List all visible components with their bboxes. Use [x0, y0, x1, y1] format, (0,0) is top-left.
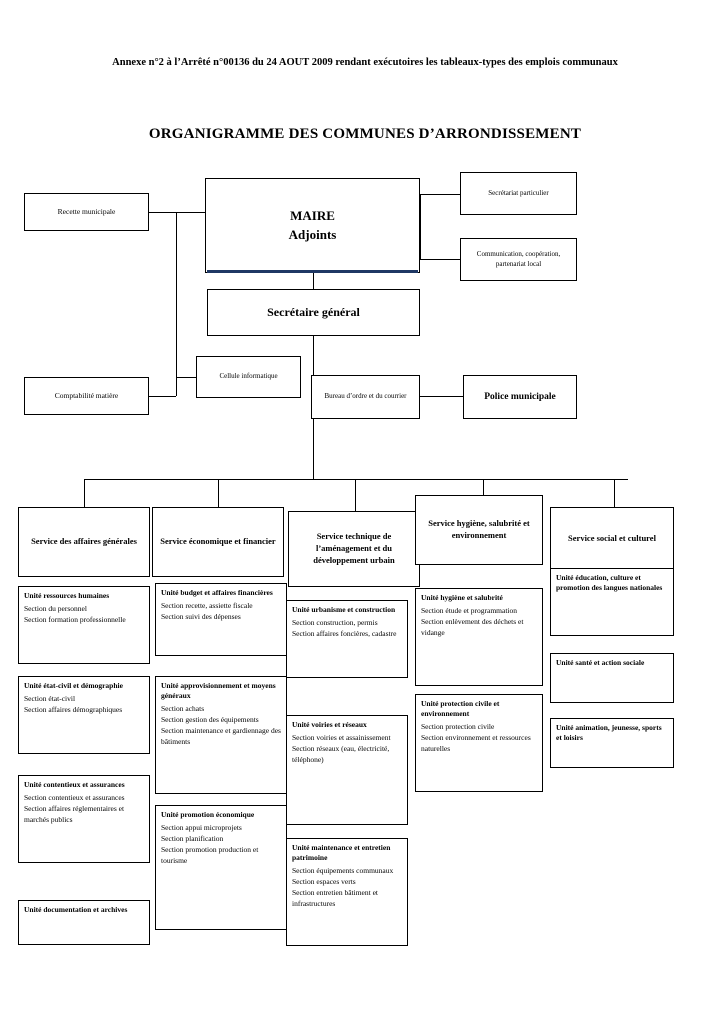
unit-box-urbanisme-construction: [286, 600, 408, 678]
connector-secretariat: [420, 194, 460, 195]
unit-line: Section construction, permis: [292, 618, 378, 628]
connector-recette: [149, 212, 205, 213]
box-secretaire-general: [207, 289, 420, 336]
connector-bureau-right: [420, 396, 421, 397]
unit-box-budget-affaires-financieres: [155, 583, 287, 656]
connector-trunk-down: [313, 419, 314, 479]
unit-line: Section maintenance et gardiennage des bâtiments: [161, 726, 281, 746]
unit-line: Section formation professionnelle: [24, 615, 126, 624]
connector-cellule: [176, 377, 196, 378]
unit-line: Section affaires réglementaires et marchés publics: [24, 804, 125, 824]
unit-line: Section appui microprojets: [161, 823, 242, 833]
unit-line: Section enlèvement des déchets et vidange: [421, 617, 524, 637]
service-box-economique-financier: [152, 507, 284, 577]
unit-line: Section réseaux (eau, électricité, téléphone): [292, 744, 390, 764]
unit-box-documentation-archives: [18, 900, 150, 945]
services-bus: [84, 479, 628, 480]
unit-box-voiries-reseaux: [286, 715, 408, 825]
recette-label: Recette municipale: [57, 206, 116, 216]
unit-line: Section planification: [161, 834, 224, 843]
unit-line: Section recette, assiette fiscale: [161, 601, 253, 611]
unit-line: Section du personnel: [24, 604, 87, 614]
drop-service-1: [84, 479, 85, 507]
unit-line: Section suivi des dépenses: [161, 612, 241, 621]
unit-line: Section étude et programmation: [421, 606, 518, 616]
drop-service-2: [218, 479, 219, 507]
page-title: ORGANIGRAMME DES COMMUNES D’ARRONDISSEMENT: [148, 126, 582, 142]
unit-line: Section équipements communaux: [292, 866, 394, 876]
unit-title: Unité hygiène et salubrité: [421, 593, 503, 602]
box-maire: [205, 178, 420, 273]
unit-title: Unité voiries et réseaux: [292, 720, 367, 729]
service-label: Service hygiène, salubrité et environnement: [428, 518, 530, 540]
unit-box-ressources-humaines: [18, 586, 150, 664]
connector-maire-right-vert: [420, 194, 421, 260]
unit-box-approvisionnement-moyens-generaux: [155, 676, 287, 794]
unit-title: Unité état-civil et démographie: [24, 681, 123, 690]
unit-line: Section promotion production et tourisme: [161, 844, 259, 865]
service-box-hygiene-salubrite: [415, 495, 543, 565]
unit-title: Unité éducation, culture et promotion des langues nationales: [556, 573, 663, 593]
drop-service-5: [614, 479, 615, 507]
comptabilite-label: Comptabilité matière: [54, 390, 119, 400]
unit-title: Unité ressources humaines: [24, 591, 110, 600]
unit-title: Unité contentieux et assurances: [24, 780, 125, 789]
unit-line: Section entretien bâtiment et infrastructures: [292, 888, 379, 908]
unit-box-maintenance-entretien-patrimoine: [286, 838, 408, 946]
unit-title: Unité santé et action sociale: [556, 658, 645, 667]
unit-title: Unité animation, jeunesse, sports et loisirs: [556, 723, 662, 743]
unit-title: Unité promotion économique: [161, 810, 255, 819]
annex-header: Annexe n°2 à l’Arrêté n°00136 du 24 AOUT 2009 rendant exécutoires les tableaux-types des emplois communaux: [112, 57, 618, 68]
unit-title: Unité approvisionnement et moyens généraux: [161, 681, 276, 701]
box-recette-municipale: [24, 193, 149, 231]
unit-box-sante-action-sociale: [550, 653, 674, 703]
unit-line: Section gestion des équipements: [161, 715, 259, 725]
unit-line: Section protection civile: [421, 722, 495, 732]
unit-box-animation-jeunesse-sports: [550, 718, 674, 768]
unit-line: Section affaires démographiques: [24, 705, 123, 714]
secretariat-label: Secrétariat particulier: [488, 188, 549, 197]
unit-line: Section voiries et assainissement: [292, 733, 391, 743]
police-label: Police municipale: [484, 392, 556, 402]
unit-line: Section contentieux et assurances: [24, 793, 125, 803]
unit-title: Unité maintenance et entretien patrimoine: [292, 843, 391, 863]
connector-sg-right-bus: [420, 396, 463, 397]
connector-sg-down: [313, 336, 314, 375]
cellule-informatique-label: Cellule informatique: [219, 372, 278, 381]
unit-box-contentieux-assurances: [18, 775, 150, 863]
communication-label: Communication, coopération, partenariat local: [476, 250, 561, 268]
unit-title: Unité documentation et archives: [24, 905, 128, 914]
box-communication: [460, 238, 577, 281]
box-police-municipale: [463, 375, 577, 419]
unit-box-education-culture-langues: [550, 568, 674, 636]
unit-line: Section état-civil: [24, 694, 76, 704]
service-label: Service des affaires générales: [31, 536, 137, 547]
unit-title: Unité protection civile et environnement: [421, 699, 500, 719]
service-box-affaires-generales: [18, 507, 150, 577]
box-comptabilite-matiere: [24, 377, 149, 415]
bureau-ordre-label: Bureau d’ordre et du courrier: [324, 392, 407, 401]
adjoints-label: Adjoints: [288, 226, 337, 242]
unit-line: Section espaces verts: [292, 877, 356, 887]
box-cellule-informatique: [196, 356, 301, 398]
drop-service-4: [483, 479, 484, 495]
connector-comptabilite: [149, 396, 176, 397]
connector-maire-to-sg: [313, 273, 314, 289]
secretaire-general-label: Secrétaire général: [267, 305, 360, 319]
service-box-technique-amenagement: [288, 511, 420, 587]
drop-service-3: [355, 479, 356, 511]
unit-line: Section achats: [161, 704, 205, 714]
box-secretariat-particulier: [460, 172, 577, 215]
maire-label: MAIRE: [290, 207, 335, 223]
unit-line: Section environnement et ressources naturelles: [421, 733, 531, 753]
unit-box-etat-civil: [18, 676, 150, 754]
service-box-social-culturel: [550, 507, 674, 570]
service-label: Service social et culturel: [568, 532, 656, 543]
unit-line: Section affaires foncières, cadastre: [292, 629, 397, 638]
connector-communication: [420, 259, 460, 260]
unit-title: Unité budget et affaires financières: [161, 588, 273, 597]
unit-box-protection-civile-environnement: [415, 694, 543, 792]
unit-title: Unité urbanisme et construction: [292, 605, 396, 614]
unit-box-hygiene-salubrite: [415, 588, 543, 686]
box-bureau-ordre: [311, 375, 420, 419]
service-label: Service technique de l’aménagement et du développement urbain: [313, 531, 395, 565]
connector-left-bus: [176, 212, 177, 396]
unit-box-promotion-economique: [155, 805, 287, 930]
service-label: Service économique et financier: [160, 536, 276, 547]
